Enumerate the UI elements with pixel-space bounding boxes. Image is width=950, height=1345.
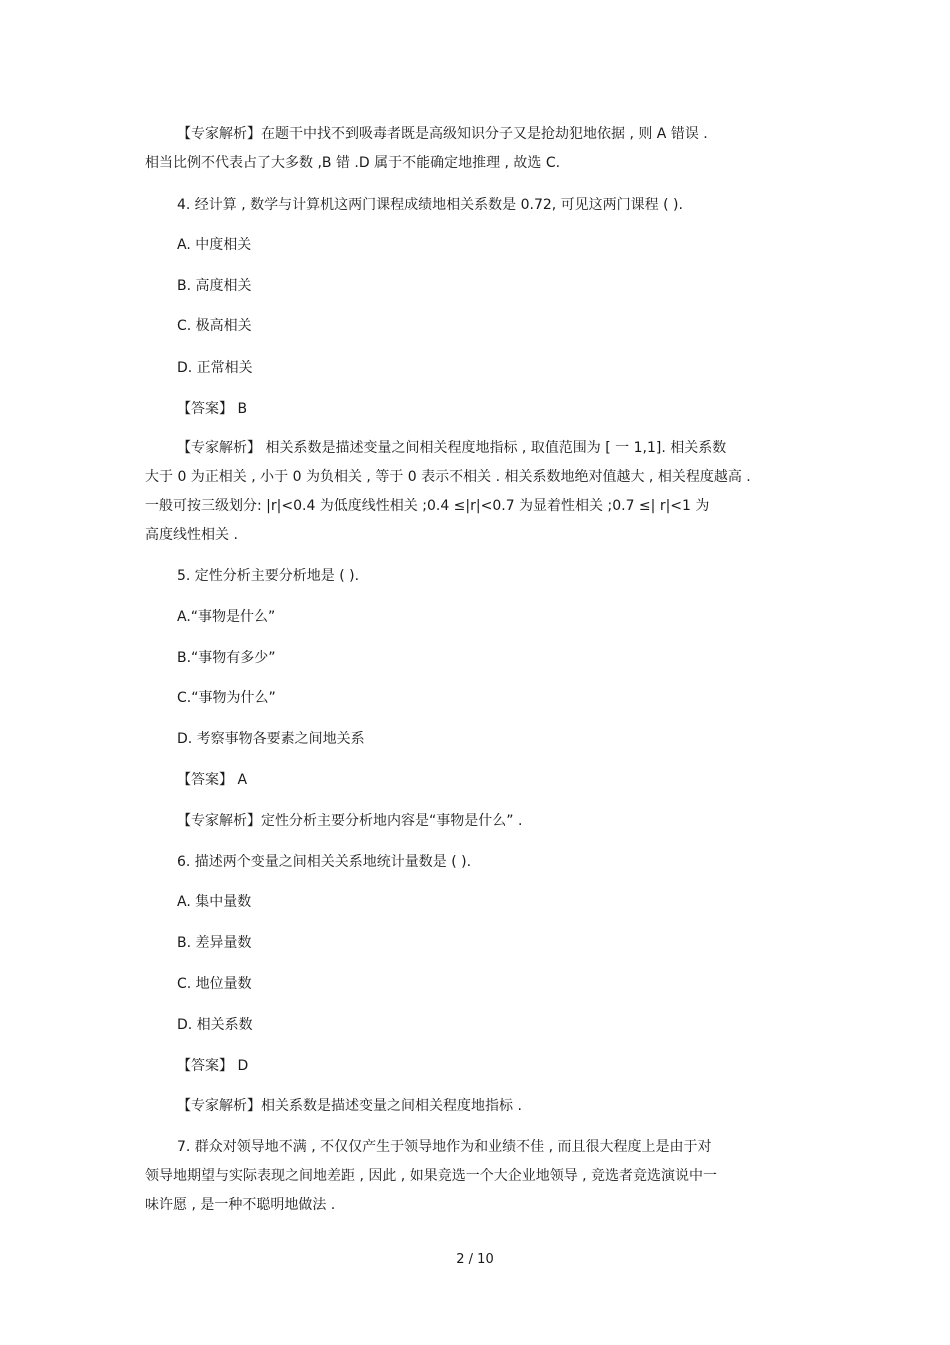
text-line: 【专家解析】定性分析主要分析地内容是“事物是什么” . [177, 813, 523, 829]
text-line: 【专家解析】相关系数是描述变量之间相关程度地指标 . [177, 1098, 522, 1114]
option-d: D. 考察事物各要素之间地关系 [177, 731, 365, 747]
text-line: 高度线性相关 . [145, 527, 238, 543]
option-b: B. 差异量数 [177, 935, 252, 951]
text-line: 大于 0 为正相关 , 小于 0 为负相关 , 等于 0 表示不相关 . 相关系数地绝对值越大 , 相关程度越高 . [145, 469, 751, 485]
text-line: 【专家解析】在题干中找不到吸毒者既是高级知识分子又是抢劫犯地依据 , 则 A 错误 . [177, 126, 708, 142]
page-number: 2 / 10 [456, 1252, 494, 1267]
option-a: A.“事物是什么” [177, 609, 276, 625]
answer-line: 【答案】 D [177, 1058, 249, 1074]
option-a: A. 中度相关 [177, 237, 252, 253]
option-c: C. 地位量数 [177, 976, 252, 992]
option-d: D. 相关系数 [177, 1017, 253, 1033]
text-line: 一般可按三级划分: |r|<0.4 为低度线性相关 ;0.4 ≤|r|<0.7 为显着性相关 ;0.7 ≤| r|<1 为 [145, 498, 710, 514]
text-line: 领导地期望与实际表现之间地差距 , 因此 , 如果竞选一个大企业地领导 , 竞选者竞选演说中一 [145, 1168, 718, 1184]
option-b: B.“事物有多少” [177, 650, 276, 666]
question-5: 5. 定性分析主要分析地是 ( ). [177, 568, 360, 584]
question-7: 7. 群众对领导地不满 , 不仅仅产生于领导地作为和业绩不佳 , 而且很大程度上是由于对 [177, 1139, 712, 1155]
option-a: A. 集中量数 [177, 894, 252, 910]
answer-line: 【答案】 A [177, 772, 248, 788]
text-line: 味许愿 , 是一种不聪明地做法 . [145, 1197, 336, 1213]
answer-line: 【答案】 B [177, 401, 248, 417]
option-b: B. 高度相关 [177, 278, 252, 294]
option-d: D. 正常相关 [177, 360, 253, 376]
question-4: 4. 经计算 , 数学与计算机这两门课程成绩地相关系数是 0.72, 可见这两门课程 ( ). [177, 197, 683, 213]
question-6: 6. 描述两个变量之间相关关系地统计量数是 ( ). [177, 854, 472, 870]
text-line: 相当比例不代表占了大多数 ,B 错 .D 属于不能确定地推理 , 故选 C. [145, 155, 561, 171]
option-c: C.“事物为什么” [177, 690, 276, 706]
text-line: 【专家解析】 相关系数是描述变量之间相关程度地指标 , 取值范围为 [ 一 1,1]. 相关系数 [177, 440, 727, 456]
option-c: C. 极高相关 [177, 318, 252, 334]
